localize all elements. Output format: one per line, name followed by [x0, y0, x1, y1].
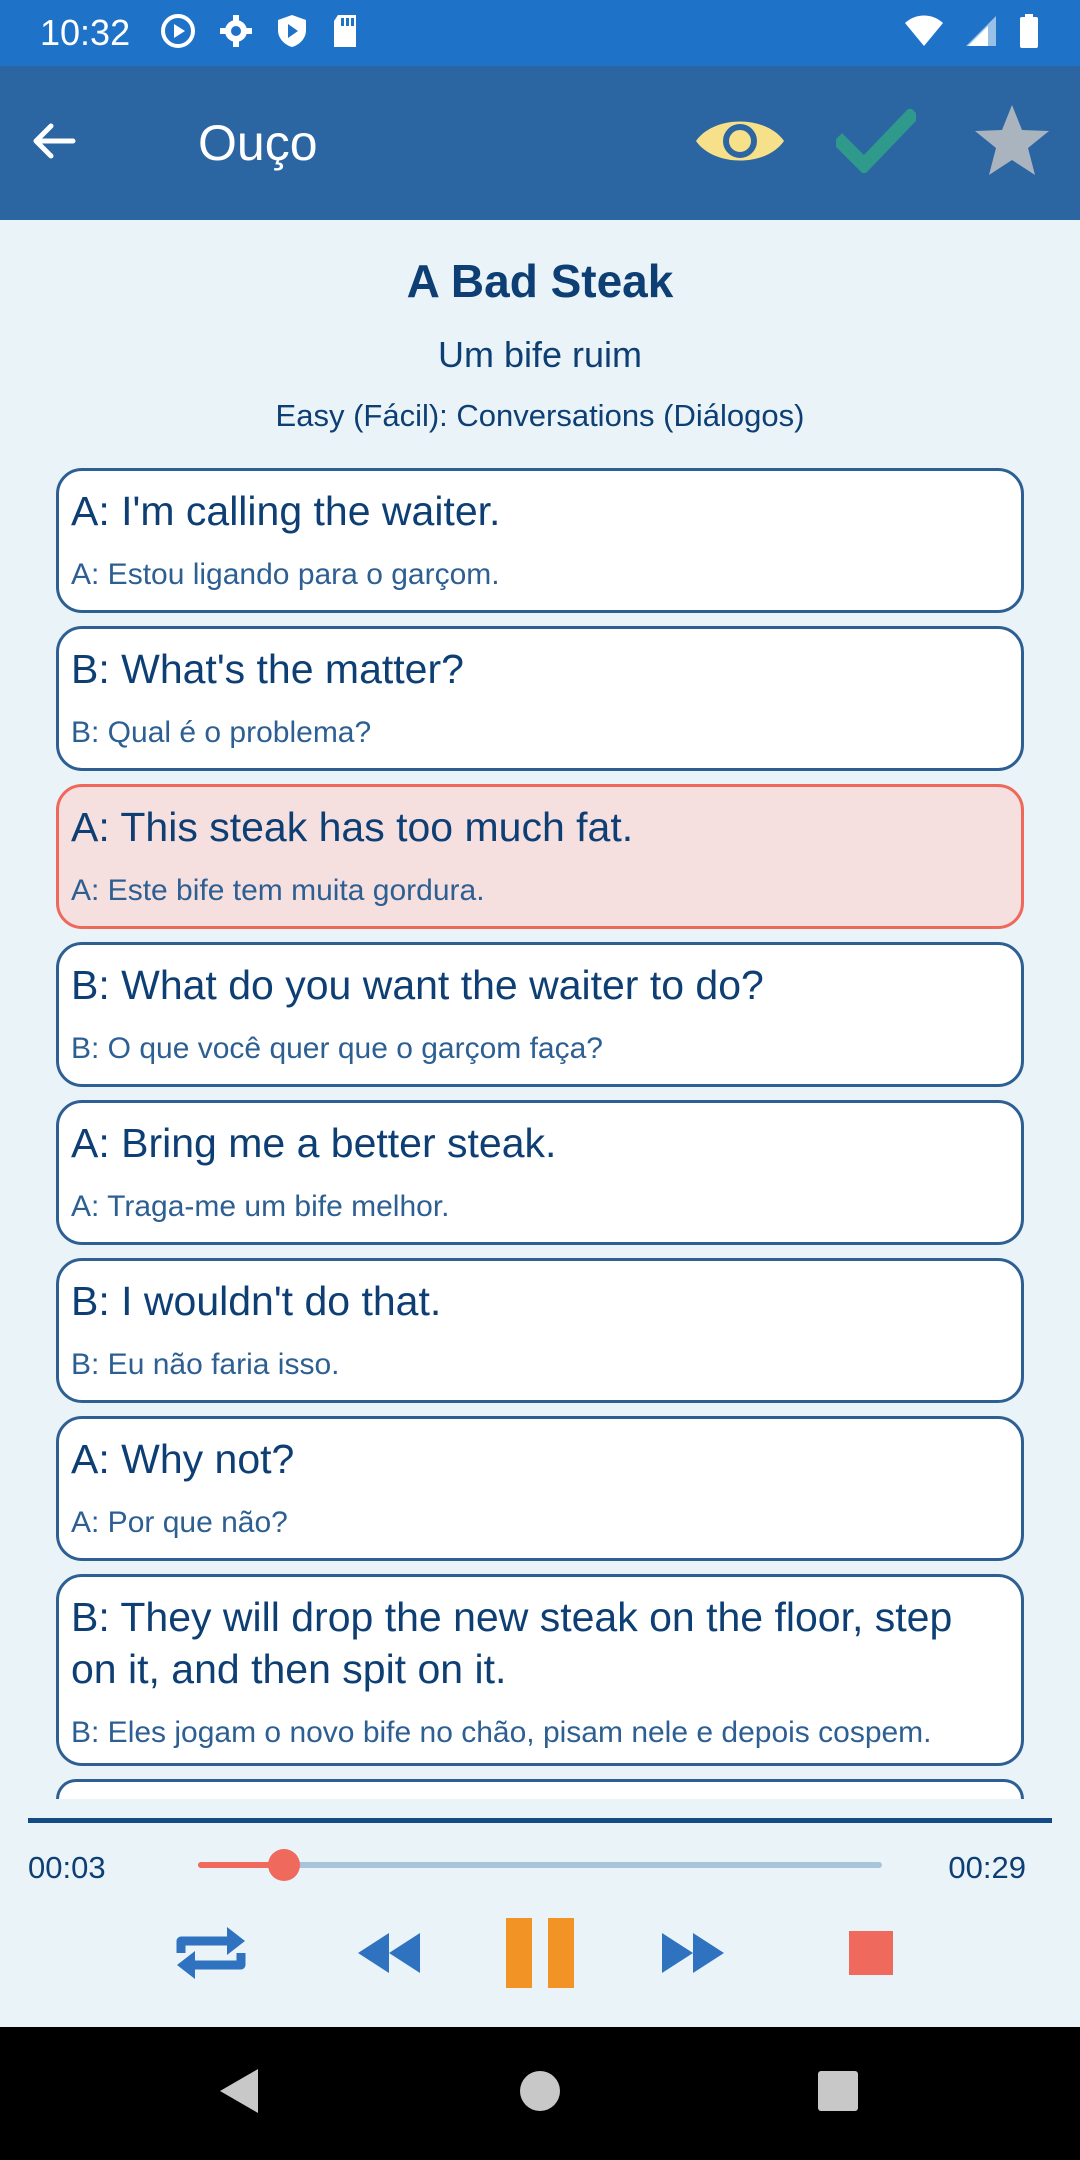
- lesson-title: A Bad Steak: [406, 255, 674, 307]
- sd-card-icon: [330, 13, 360, 54]
- wifi-icon: [904, 14, 944, 53]
- favorite-button[interactable]: [944, 66, 1080, 220]
- page-title: Ouço: [198, 115, 318, 171]
- lesson-subtitle: Um bife ruim: [437, 334, 643, 375]
- rewind-button[interactable]: [346, 1910, 432, 2000]
- player-controls: [0, 1910, 1080, 2000]
- total-time: 00:29: [948, 1850, 1026, 1885]
- dialogue-line[interactable]: [56, 1574, 1024, 1766]
- check-icon: [836, 109, 916, 178]
- dialogue-list: [56, 468, 1024, 1799]
- line-english: A: This steak has too much fat.: [71, 804, 634, 850]
- line-portuguese: A: Estou ligando para o garçom.: [71, 558, 500, 591]
- line-portuguese: A: Por que não?: [71, 1506, 288, 1539]
- player-divider: [28, 1818, 1052, 1823]
- lesson-content: [0, 220, 1080, 1800]
- line-portuguese: B: Eu não faria isso.: [71, 1348, 340, 1381]
- line-english: A: Why not?: [71, 1436, 295, 1482]
- current-time: 00:03: [28, 1850, 106, 1885]
- home-circle-icon: [519, 2070, 561, 2117]
- eye-icon: [694, 113, 786, 174]
- status-bar: [0, 0, 1080, 66]
- line-english: A: I'm calling the waiter.: [71, 488, 501, 534]
- line-portuguese: B: Eles jogam o novo bife no chão, pisam nele e depois cospem.: [71, 1716, 932, 1749]
- dialogue-line[interactable]: [56, 1416, 1024, 1561]
- recents-square-icon: [817, 2070, 859, 2117]
- system-nav-bar: [0, 2027, 1080, 2160]
- line-portuguese: A: Traga-me um bife melhor.: [71, 1190, 450, 1223]
- mark-learned-button[interactable]: [808, 66, 944, 220]
- dialogue-line[interactable]: [56, 1258, 1024, 1403]
- arrow-left-icon: [73, 117, 77, 170]
- seek-thumb[interactable]: [268, 1849, 300, 1881]
- stop-button[interactable]: [828, 1910, 914, 2000]
- fast-forward-button[interactable]: [650, 1910, 736, 2000]
- battery-icon: [1018, 13, 1040, 54]
- nav-back-button[interactable]: [160, 2027, 320, 2160]
- dialogue-line[interactable]: [56, 1100, 1024, 1245]
- fast-forward-icon: [660, 1931, 726, 1980]
- signal-icon: [964, 14, 998, 53]
- line-portuguese: B: Qual é o problema?: [71, 716, 372, 749]
- show-translation-button[interactable]: [672, 66, 808, 220]
- nav-home-button[interactable]: [460, 2027, 620, 2160]
- shield-icon: [276, 13, 308, 54]
- status-time: 10:32: [40, 12, 131, 53]
- play-circle-icon: [160, 13, 196, 54]
- seek-bar[interactable]: [198, 1862, 882, 1868]
- back-button[interactable]: [0, 66, 150, 220]
- nav-recents-button[interactable]: [758, 2027, 918, 2160]
- lesson-category: Easy (Fácil): Conversations (Diálogos): [275, 398, 805, 433]
- gear-icon: [218, 13, 254, 54]
- repeat-icon: [173, 1925, 249, 1986]
- repeat-button[interactable]: [168, 1910, 254, 2000]
- dialogue-line[interactable]: [56, 942, 1024, 1087]
- app-bar: [0, 66, 1080, 220]
- line-english: A: Bring me a better steak.: [71, 1120, 557, 1166]
- back-triangle-icon: [218, 2067, 262, 2120]
- line-english: B: I wouldn't do that.: [71, 1278, 442, 1324]
- line-english: B: What do you want the waiter to do?: [71, 962, 764, 1008]
- line-english: B: What's the matter?: [71, 646, 464, 692]
- star-icon: [973, 103, 1051, 184]
- line-portuguese: A: Este bife tem muita gordura.: [71, 874, 485, 907]
- line-portuguese: B: O que você quer que o garçom faça?: [71, 1032, 603, 1065]
- dialogue-line[interactable]: [56, 626, 1024, 771]
- dialogue-line-active[interactable]: [56, 784, 1024, 929]
- pause-button[interactable]: [500, 1910, 580, 2000]
- line-english: B: They will drop the new steak on the floor, step on it, and then spit on it.: [71, 1594, 953, 1692]
- dialogue-line-partial[interactable]: [56, 1779, 1024, 1799]
- dialogue-line[interactable]: [56, 468, 1024, 613]
- pause-icon: [504, 1916, 576, 1995]
- audio-player: [0, 1800, 1080, 2027]
- stop-icon: [848, 1930, 894, 1981]
- rewind-icon: [356, 1931, 422, 1980]
